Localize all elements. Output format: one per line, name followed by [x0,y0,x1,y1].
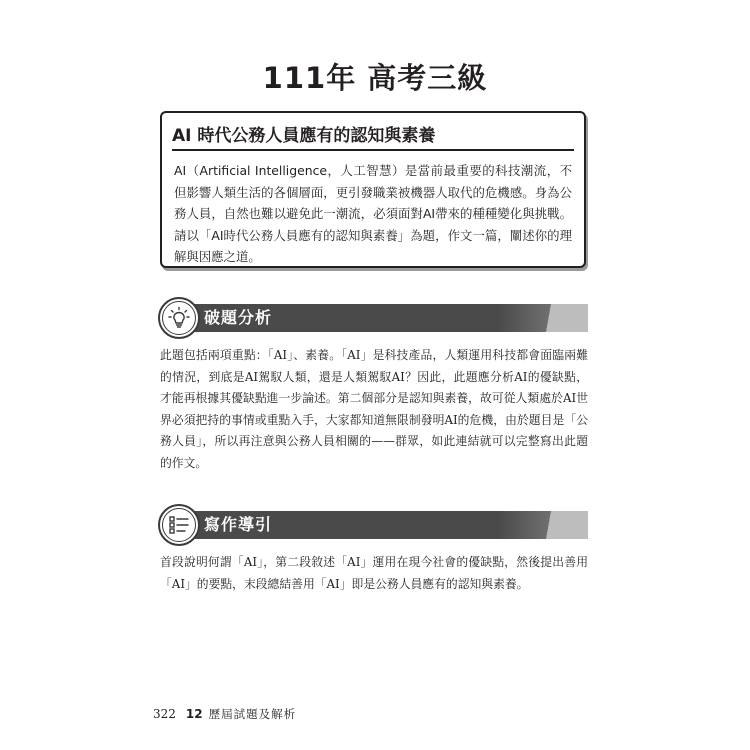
page-number: 322 [153,707,176,721]
question-heading: AI 時代公務人員應有的認知與素養 [172,121,574,151]
analysis-label: 破題分析 [204,308,273,327]
guide-label: 寫作導引 [204,515,273,534]
page-title: 111年 高考三級 [262,61,488,95]
analysis-text: 此題包括兩項重點：「AI」、素養。「AI」是科技產品，人類運用科技都會面臨兩難的情況，到底是AI駕馭人類，還是人類駕馭AI？因此，此題應分析AI的優缺點，才能再根據其優缺點進一步論述。第二個部分是認知與素養，故可從人類處於AI世界必須把持的事情或重點入手，大家都知道無限制發明AI的危機，由於題目是「公務人員」，所以再注意與公務人員相關的——群眾，如此連結就可以完整寫出此題的作文。 [160,348,588,470]
lightbulb-icon [158,297,200,339]
checklist-icon [158,504,200,546]
question-box [160,111,586,268]
analysis-banner [158,297,588,339]
guide-text: 首段說明何謂「AI」，第二段敘述「AI」運用在現今社會的優缺點，然後提出善用「AI」的要點，末段總結善用「AI」即是公務人員應有的認知與素養。 [160,555,588,591]
question-text: AI（Artificial Intelligence，人工智慧）是當前最重要的科技潮流，不但影響人類生活的各個層面，更引發職業被機器人取代的危機感。身為公務人員，自然也難以避免此一潮流，必須面對AI帶來的種種變化與挑戰。請以「AI時代公務人員應有的認知與素養」為題，作文一篇，闡述你的理解與因應之道。 [174,163,572,264]
page-footer [153,703,296,725]
chapter-title: 歷屆試題及解析 [208,707,297,721]
chapter-number: 12 [185,707,203,721]
guide-banner [158,504,588,546]
